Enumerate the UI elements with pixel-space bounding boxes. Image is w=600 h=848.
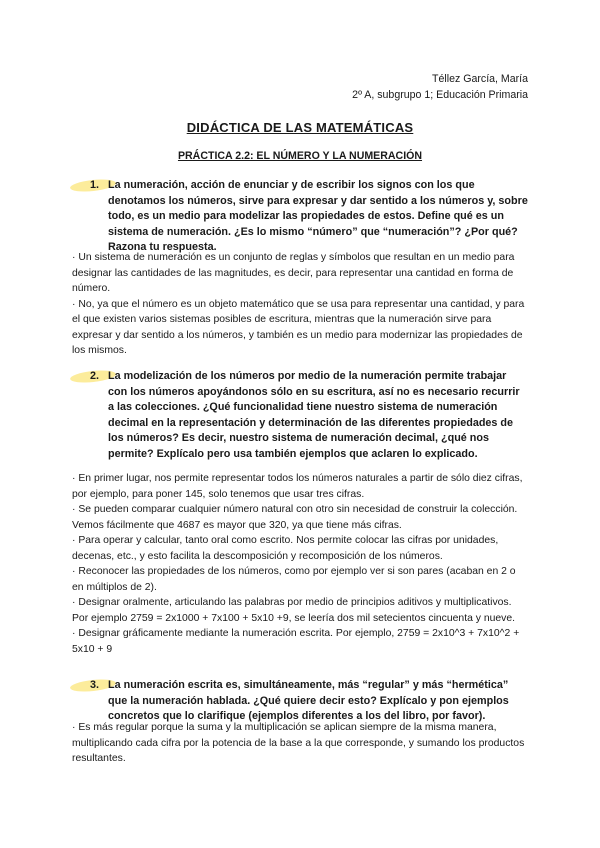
header: [352, 71, 528, 103]
answer-paragraph: · Designar gráficamente mediante la numeración escrita. Por ejemplo, 2759 = 2x10^3 + 7x10^2 + 5x10 + 9: [72, 628, 520, 655]
question-text: La modelización de los números por medio de la numeración permite trabajar con los números apoyándonos sólo en su escritura, así no es necesario recurrir a las colecciones. ¿Qué funcionalidad tiene nuestro sistema de numeración decimal en la representación y determinación de las diferentes propiedades de los números? Es decir, nuestro sistema de numeración decimal, ¿qué nos permite? Explícalo pero usa también ejemplos que aclaren lo explicado.: [108, 370, 520, 460]
question-number: 1.: [90, 179, 100, 191]
answer-paragraph: · Se pueden comparar cualquier número natural con otro sin necesidad de construir la colección. Vemos fácilmente que 4687 es mayor que 320, ya que tiene más cifras.: [72, 504, 518, 531]
answer-paragraph: · Un sistema de numeración es un conjunto de reglas y símbolos que resultan en un medio para designar las cantidades de las magnitudes, es decir, para representar una cantidad en forma de número.: [72, 252, 515, 294]
question-text: La numeración, acción de enunciar y de escribir los signos con los que denotamos los números, sirve para expresar y dar sentido a los números y, sobre todo, es un medio para modelizar las propiedades de estos. Define qué es un sistema de numeración. ¿Es lo mismo “número” que “numeración”? ¿Por qué? Razona tu respuesta.: [108, 179, 528, 254]
answer-block: [72, 250, 528, 359]
group-info: 2º A, subgrupo 1; Educación Primaria: [352, 89, 528, 101]
page-title: DIDÁCTICA DE LAS MATEMÁTICAS: [186, 120, 414, 135]
answer-block: [72, 471, 528, 657]
answer-block: [72, 720, 528, 767]
answer-paragraph: · Designar oralmente, articulando las palabras por medio de principios aditivos y multiplicativos. Por ejemplo 2759 = 2x1000 + 7x100 + 5x10 +9, se leería dos mil setecientos cincuenta y nueve.: [72, 597, 516, 624]
answer-paragraph: · Para operar y calcular, tanto oral como escrito. Nos permite colocar las cifras por unidades, decenas, etc., y esto facilita la descomposición y recomposición de los números.: [72, 535, 499, 562]
answer-paragraph: · Reconocer las propiedades de los números, como por ejemplo ver si son pares (acaban en 2 o en múltiplos de 2).: [72, 566, 516, 593]
answer-paragraph: · En primer lugar, nos permite representar todos los números naturales a partir de sólo diez cifras, por ejemplo, para poner 145, solo tenemos que usar tres cifras.: [72, 473, 523, 500]
answer-paragraph: · No, ya que el número es un objeto matemático que se usa para representar una cantidad, y para el que existen varios sistemas posibles de escritura, mientras que la numeración sirve para expresar y dar sentido a los números, y también es un medio para modernizar las propiedades de los mismos.: [72, 298, 525, 356]
author-name: Téllez García, María: [432, 73, 528, 85]
page-subtitle: PRÁCTICA 2.2: EL NÚMERO Y LA NUMERACIÓN: [177, 150, 423, 162]
answer-paragraph: · Es más regular porque la suma y la multiplicación se aplican siempre de la misma manera, multiplicando cada cifra por la potencia de la base a la que corresponde, y sumando los productos resultantes.: [72, 722, 525, 764]
question-number: 2.: [90, 370, 100, 382]
question-text: La numeración escrita es, simultáneamente, más “regular” y más “hermética” que la numeración hablada. ¿Qué quiere decir esto? Explícalo y pon ejemplos concretos que lo clarifique (ejemplos diferentes a los del libro, por favor).: [108, 679, 509, 723]
question-number: 3.: [90, 679, 100, 691]
